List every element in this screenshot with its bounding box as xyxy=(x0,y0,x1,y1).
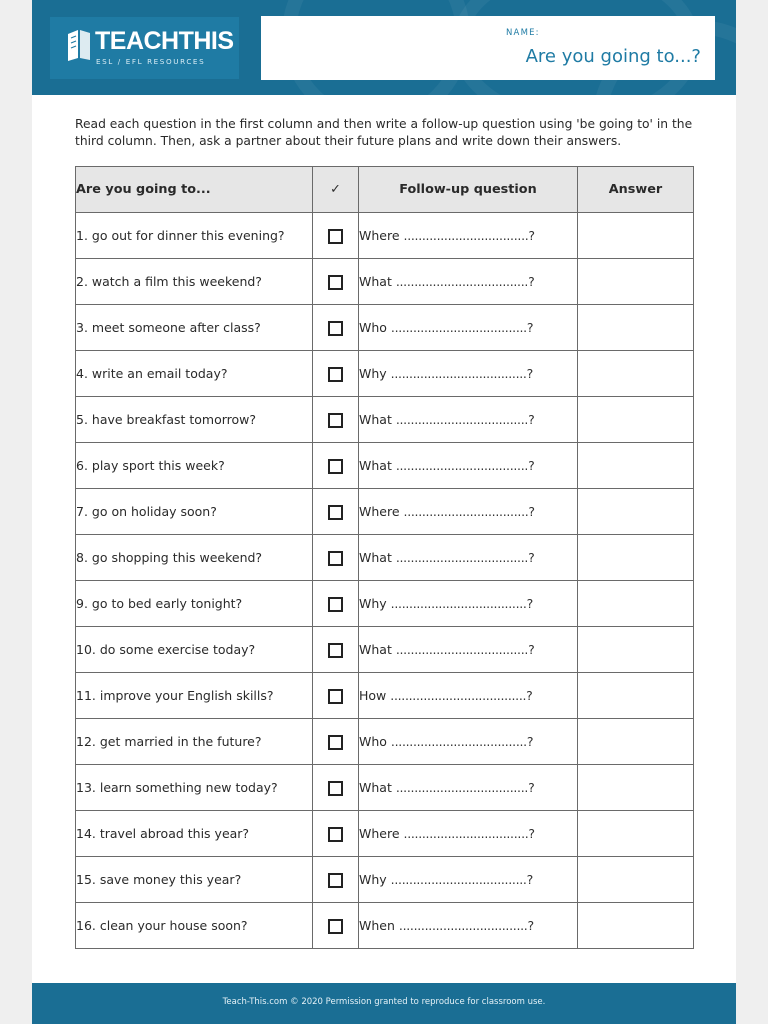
followup-word: Why xyxy=(359,872,387,887)
followup-word: What xyxy=(359,780,392,795)
followup-word: Where xyxy=(359,826,400,841)
followup-cell[interactable] xyxy=(359,627,578,673)
table-row xyxy=(76,765,694,811)
answer-cell[interactable] xyxy=(578,765,694,811)
checkbox[interactable] xyxy=(328,689,343,704)
followup-word: How xyxy=(359,688,387,703)
answer-cell[interactable] xyxy=(578,903,694,949)
check-cell xyxy=(313,857,359,903)
followup-cell[interactable] xyxy=(359,719,578,765)
followup-word: What xyxy=(359,458,392,473)
check-cell xyxy=(313,673,359,719)
table-row xyxy=(76,489,694,535)
check-cell xyxy=(313,627,359,673)
answer-cell[interactable] xyxy=(578,351,694,397)
checkbox[interactable] xyxy=(328,459,343,474)
answer-cell[interactable] xyxy=(578,397,694,443)
checkbox[interactable] xyxy=(328,505,343,520)
check-cell xyxy=(313,903,359,949)
followup-word: What xyxy=(359,274,392,289)
table-row xyxy=(76,535,694,581)
table-row xyxy=(76,811,694,857)
question-cell: 15. save money this year? xyxy=(76,857,313,903)
followup-blank: ....................................? xyxy=(395,274,535,289)
table-row xyxy=(76,673,694,719)
answer-cell[interactable] xyxy=(578,811,694,857)
answer-cell[interactable] xyxy=(578,719,694,765)
table-row xyxy=(76,857,694,903)
followup-cell[interactable] xyxy=(359,489,578,535)
question-cell: 4. write an email today? xyxy=(76,351,313,397)
checkbox[interactable] xyxy=(328,781,343,796)
followup-blank: ..................................? xyxy=(403,504,535,519)
instructions-text: Read each question in the first column and then write a follow-up question using 'be going to' in the third column. Then, ask a partner about their future plans and write down their answers. xyxy=(75,117,693,148)
checkbox[interactable] xyxy=(328,275,343,290)
followup-cell[interactable] xyxy=(359,351,578,397)
followup-word: Where xyxy=(359,504,400,519)
checkbox[interactable] xyxy=(328,229,343,244)
worksheet-page xyxy=(32,0,736,1024)
followup-blank: ..................................? xyxy=(403,826,535,841)
brand-logo xyxy=(50,17,239,79)
column-header-question: Are you going to... xyxy=(76,167,313,213)
checkbox[interactable] xyxy=(328,413,343,428)
followup-blank: ....................................? xyxy=(395,780,535,795)
followup-blank: ..................................? xyxy=(403,228,535,243)
logo-text: TEACHTHIS xyxy=(95,27,234,55)
name-field[interactable] xyxy=(261,16,715,80)
check-cell xyxy=(313,305,359,351)
answer-cell[interactable] xyxy=(578,857,694,903)
questions-table xyxy=(75,166,694,949)
check-cell xyxy=(313,213,359,259)
checkbox[interactable] xyxy=(328,551,343,566)
followup-blank: .....................................? xyxy=(390,320,534,335)
followup-word: What xyxy=(359,642,392,657)
question-cell: 8. go shopping this weekend? xyxy=(76,535,313,581)
answer-cell[interactable] xyxy=(578,443,694,489)
followup-word: When xyxy=(359,918,395,933)
check-cell xyxy=(313,443,359,489)
check-cell xyxy=(313,259,359,305)
table-row xyxy=(76,903,694,949)
followup-blank: .....................................? xyxy=(390,872,533,887)
answer-cell[interactable] xyxy=(578,581,694,627)
followup-cell[interactable] xyxy=(359,811,578,857)
page-header xyxy=(32,0,736,95)
column-header-followup: Follow-up question xyxy=(359,167,578,213)
table-row xyxy=(76,259,694,305)
table-row xyxy=(76,397,694,443)
answer-cell[interactable] xyxy=(578,535,694,581)
followup-blank: ....................................? xyxy=(395,412,535,427)
table-row xyxy=(76,305,694,351)
table-row xyxy=(76,719,694,765)
check-cell xyxy=(313,397,359,443)
question-cell: 10. do some exercise today? xyxy=(76,627,313,673)
answer-cell[interactable] xyxy=(578,259,694,305)
question-cell: 14. travel abroad this year? xyxy=(76,811,313,857)
checkbox[interactable] xyxy=(328,367,343,382)
logo-subtitle: ESL / EFL RESOURCES xyxy=(96,57,206,66)
followup-cell[interactable] xyxy=(359,443,578,489)
table-row xyxy=(76,213,694,259)
worksheet-title: Are you going to...? xyxy=(525,46,701,67)
check-cell xyxy=(313,719,359,765)
question-cell: 6. play sport this week? xyxy=(76,443,313,489)
followup-cell[interactable] xyxy=(359,259,578,305)
checkbox[interactable] xyxy=(328,321,343,336)
question-cell: 7. go on holiday soon? xyxy=(76,489,313,535)
check-cell xyxy=(313,765,359,811)
followup-blank: .....................................? xyxy=(390,596,533,611)
followup-blank: ....................................? xyxy=(395,458,535,473)
answer-cell[interactable] xyxy=(578,673,694,719)
followup-cell[interactable] xyxy=(359,765,578,811)
followup-blank: ....................................? xyxy=(395,642,535,657)
followup-word: Why xyxy=(359,366,387,381)
question-cell: 16. clean your house soon? xyxy=(76,903,313,949)
table-header-row xyxy=(76,167,694,213)
book-icon xyxy=(66,28,92,62)
checkbox[interactable] xyxy=(328,873,343,888)
checkbox[interactable] xyxy=(328,643,343,658)
question-cell: 1. go out for dinner this evening? xyxy=(76,213,313,259)
column-header-check: ✓ xyxy=(313,167,359,213)
question-cell: 3. meet someone after class? xyxy=(76,305,313,351)
question-cell: 12. get married in the future? xyxy=(76,719,313,765)
followup-word: Why xyxy=(359,596,387,611)
question-cell: 5. have breakfast tomorrow? xyxy=(76,397,313,443)
followup-cell[interactable] xyxy=(359,535,578,581)
column-header-answer: Answer xyxy=(578,167,694,213)
followup-cell[interactable] xyxy=(359,857,578,903)
check-cell xyxy=(313,811,359,857)
checkbox[interactable] xyxy=(328,597,343,612)
check-cell xyxy=(313,535,359,581)
followup-cell[interactable] xyxy=(359,903,578,949)
answer-cell[interactable] xyxy=(578,627,694,673)
followup-blank: .....................................? xyxy=(390,688,533,703)
followup-blank: ....................................? xyxy=(395,550,535,565)
followup-word: Where xyxy=(359,228,400,243)
check-cell xyxy=(313,489,359,535)
followup-word: Who xyxy=(359,320,387,335)
followup-word: What xyxy=(359,550,392,565)
check-cell xyxy=(313,581,359,627)
followup-blank: .....................................? xyxy=(390,734,534,749)
check-cell xyxy=(313,351,359,397)
followup-blank: ...................................? xyxy=(398,918,534,933)
followup-cell[interactable] xyxy=(359,305,578,351)
name-label: NAME: xyxy=(506,28,540,38)
followup-word: Who xyxy=(359,734,387,749)
followup-cell[interactable] xyxy=(359,213,578,259)
table-row xyxy=(76,351,694,397)
question-cell: 11. improve your English skills? xyxy=(76,673,313,719)
followup-cell[interactable] xyxy=(359,397,578,443)
checkbox[interactable] xyxy=(328,735,343,750)
answer-cell[interactable] xyxy=(578,489,694,535)
question-cell: 9. go to bed early tonight? xyxy=(76,581,313,627)
footer-copyright: Teach-This.com © 2020 Permission granted to reproduce for classroom use. xyxy=(222,997,546,1007)
table-row xyxy=(76,443,694,489)
table-row xyxy=(76,627,694,673)
followup-word: What xyxy=(359,412,392,427)
followup-blank: .....................................? xyxy=(390,366,533,381)
checkbox[interactable] xyxy=(328,827,343,842)
table-row xyxy=(76,581,694,627)
followup-cell[interactable] xyxy=(359,581,578,627)
followup-cell[interactable] xyxy=(359,673,578,719)
page-footer xyxy=(32,983,736,1024)
answer-cell[interactable] xyxy=(578,305,694,351)
question-cell: 2. watch a film this weekend? xyxy=(76,259,313,305)
checkbox[interactable] xyxy=(328,919,343,934)
answer-cell[interactable] xyxy=(578,213,694,259)
question-cell: 13. learn something new today? xyxy=(76,765,313,811)
